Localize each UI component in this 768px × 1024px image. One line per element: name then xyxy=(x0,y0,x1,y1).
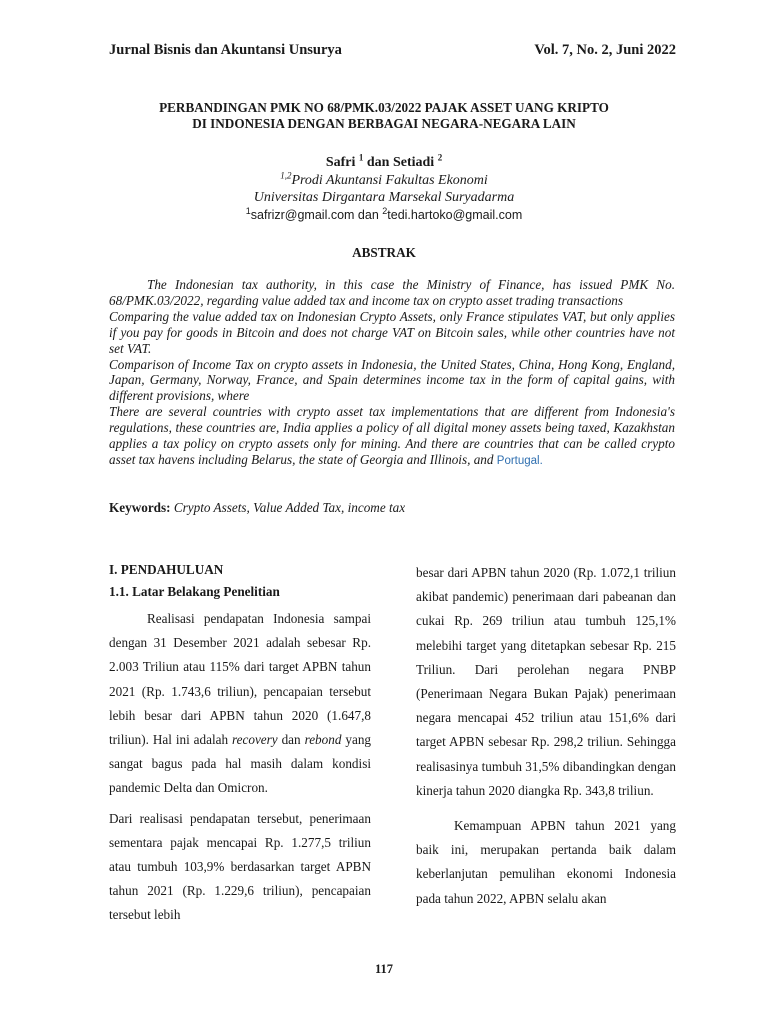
author-1-sup: 1 xyxy=(358,152,364,163)
term-rebond: rebond xyxy=(304,732,342,748)
affiliation-university: Universitas Dirgantara Marsekal Suryadarma xyxy=(253,190,515,205)
author-connector: dan xyxy=(363,155,393,170)
title-line-2: DI INDONESIA DENGAN BERBAGAI NEGARA-NEGARA LAIN xyxy=(192,116,576,131)
author-2: Setiadi xyxy=(392,155,435,170)
abstract-paragraph-4-text: There are several countries with crypto asset tax implementations that are different from Indonesia's regulations, these countries are, India applies a policy of all digital money assets being taxed, Kazakhstan applies a tax policy on crypto assets only for mining. And there are countries that can be called crypto asset tax havens including Belarus, the state of Georgia and Illinois, and xyxy=(109,404,675,467)
email-connector: dan xyxy=(354,207,383,222)
section-heading: I. PENDAHULUAN xyxy=(109,562,224,577)
right-column xyxy=(416,561,676,911)
page-number: 117 xyxy=(374,962,394,976)
program-name: Prodi Akuntansi Fakultas Ekonomi xyxy=(291,172,488,188)
body-paragraph-2: Dari realisasi pendapatan tersebut, penerimaan sementara pajak mencapai Rp. 1.277,5 triliun atau tumbuh 103,9% berdasarkan target APBN tahun 2021 (Rp. 1.229,6 triliun), pencapaian tersebut lebih xyxy=(109,810,371,923)
body-paragraph-1-c: yang sangat bagus pada hal masih dalam kondisi pandemic Delta dan Omicron. xyxy=(109,732,372,796)
term-recovery: recovery xyxy=(232,732,278,748)
abstract-heading: ABSTRAK xyxy=(352,245,416,260)
author-names xyxy=(60,154,708,172)
abstract-paragraph-1: The Indonesian tax authority, in this case the Ministry of Finance, has issued PMK No. 68/PMK.03/2022, regarding value added tax and income tax on crypto asset trading transactions xyxy=(109,277,675,308)
affiliation-program xyxy=(60,169,708,190)
volume-info: Vol. 7, No. 2, Juni 2022 xyxy=(534,42,676,58)
running-header xyxy=(109,42,676,62)
portugal-link[interactable]: Portugal. xyxy=(496,454,543,467)
abstract-body xyxy=(109,277,675,470)
left-column xyxy=(109,561,371,928)
body-paragraph-3: besar dari APBN tahun 2020 (Rp. 1.072,1 triliun akibat pandemic) penerimaan dari pabeanan dan cukai Rp. 269 triliun atau tumbuh 125,1% melebihi target yang ditetapkan sebesar Rp. 215 Triliun. Dari perolehan negara PNBP (Penerimaan Negara Bukan Pajak) penerimaan negara mencapai 452 triliun atau 151,6% dari target APBN sebesar Rp. 298,2 triliun. Sehingga realisasinya tumbuh 31,5% dibandingkan dengan kinerja tahun 2020 diangka Rp. 343,8 triliun. xyxy=(416,565,676,798)
email-1-sup: 1 xyxy=(245,205,251,216)
keywords-value: Crypto Assets, Value Added Tax, income tax xyxy=(173,500,406,515)
author-emails xyxy=(60,207,708,225)
email-2: tedi.hartoko@gmail.com xyxy=(387,207,523,222)
body-paragraph-1 xyxy=(109,607,371,801)
body-paragraph-4: Kemampuan APBN tahun 2021 yang baik ini, merupakan pertanda baik dalam keberlanjutan pemulihan ekonomi Indonesia pada tahun 2022, APBN selalu akan xyxy=(416,818,676,906)
keywords xyxy=(109,500,675,516)
body-paragraph-1-a: Realisasi pendapatan Indonesia sampai dengan 31 Desember 2021 adalah sebesar Rp. 2.003 Triliun atau 115% dari target APBN tahun 2021 (Rp. 1.743,6 triliun), pencapaian tersebut lebih besar dari APBN tahun 2020 (1.647,8 triliun). Hal ini adalah xyxy=(109,611,371,748)
abstract-paragraph-3: Comparison of Income Tax on crypto assets in Indonesia, the United States, China, Hong Kong, England, Japan, Germany, Norway, France, and Spain determines income tax in the form of capital gains, with different provisions, where xyxy=(109,356,675,404)
author-2-sup: 2 xyxy=(437,152,443,163)
journal-name: Jurnal Bisnis dan Akuntansi Unsurya xyxy=(109,42,342,58)
email-1: safrizr@gmail.com xyxy=(250,207,355,222)
email-2-sup: 2 xyxy=(382,205,388,216)
author-1: Safri xyxy=(325,155,356,170)
abstract-paragraph-2: Comparing the value added tax on Indonesian Crypto Assets, only France stipulates VAT, but only applies if you pay for goods in Bitcoin and does not charge VAT on Bitcoin sales, while other countries have not set VAT. xyxy=(109,308,675,356)
subsection-heading: 1.1. Latar Belakang Penelitian xyxy=(109,584,280,599)
abstract-paragraph-4 xyxy=(109,404,675,470)
paper-title xyxy=(60,100,708,132)
affiliation-sup: 1,2 xyxy=(280,169,292,180)
author-block xyxy=(60,154,708,224)
body-paragraph-1-b: dan xyxy=(277,732,305,748)
keywords-label: Keywords: xyxy=(109,500,171,515)
title-line-1: PERBANDINGAN PMK NO 68/PMK.03/2022 PAJAK ASSET UANG KRIPTO xyxy=(159,100,609,115)
